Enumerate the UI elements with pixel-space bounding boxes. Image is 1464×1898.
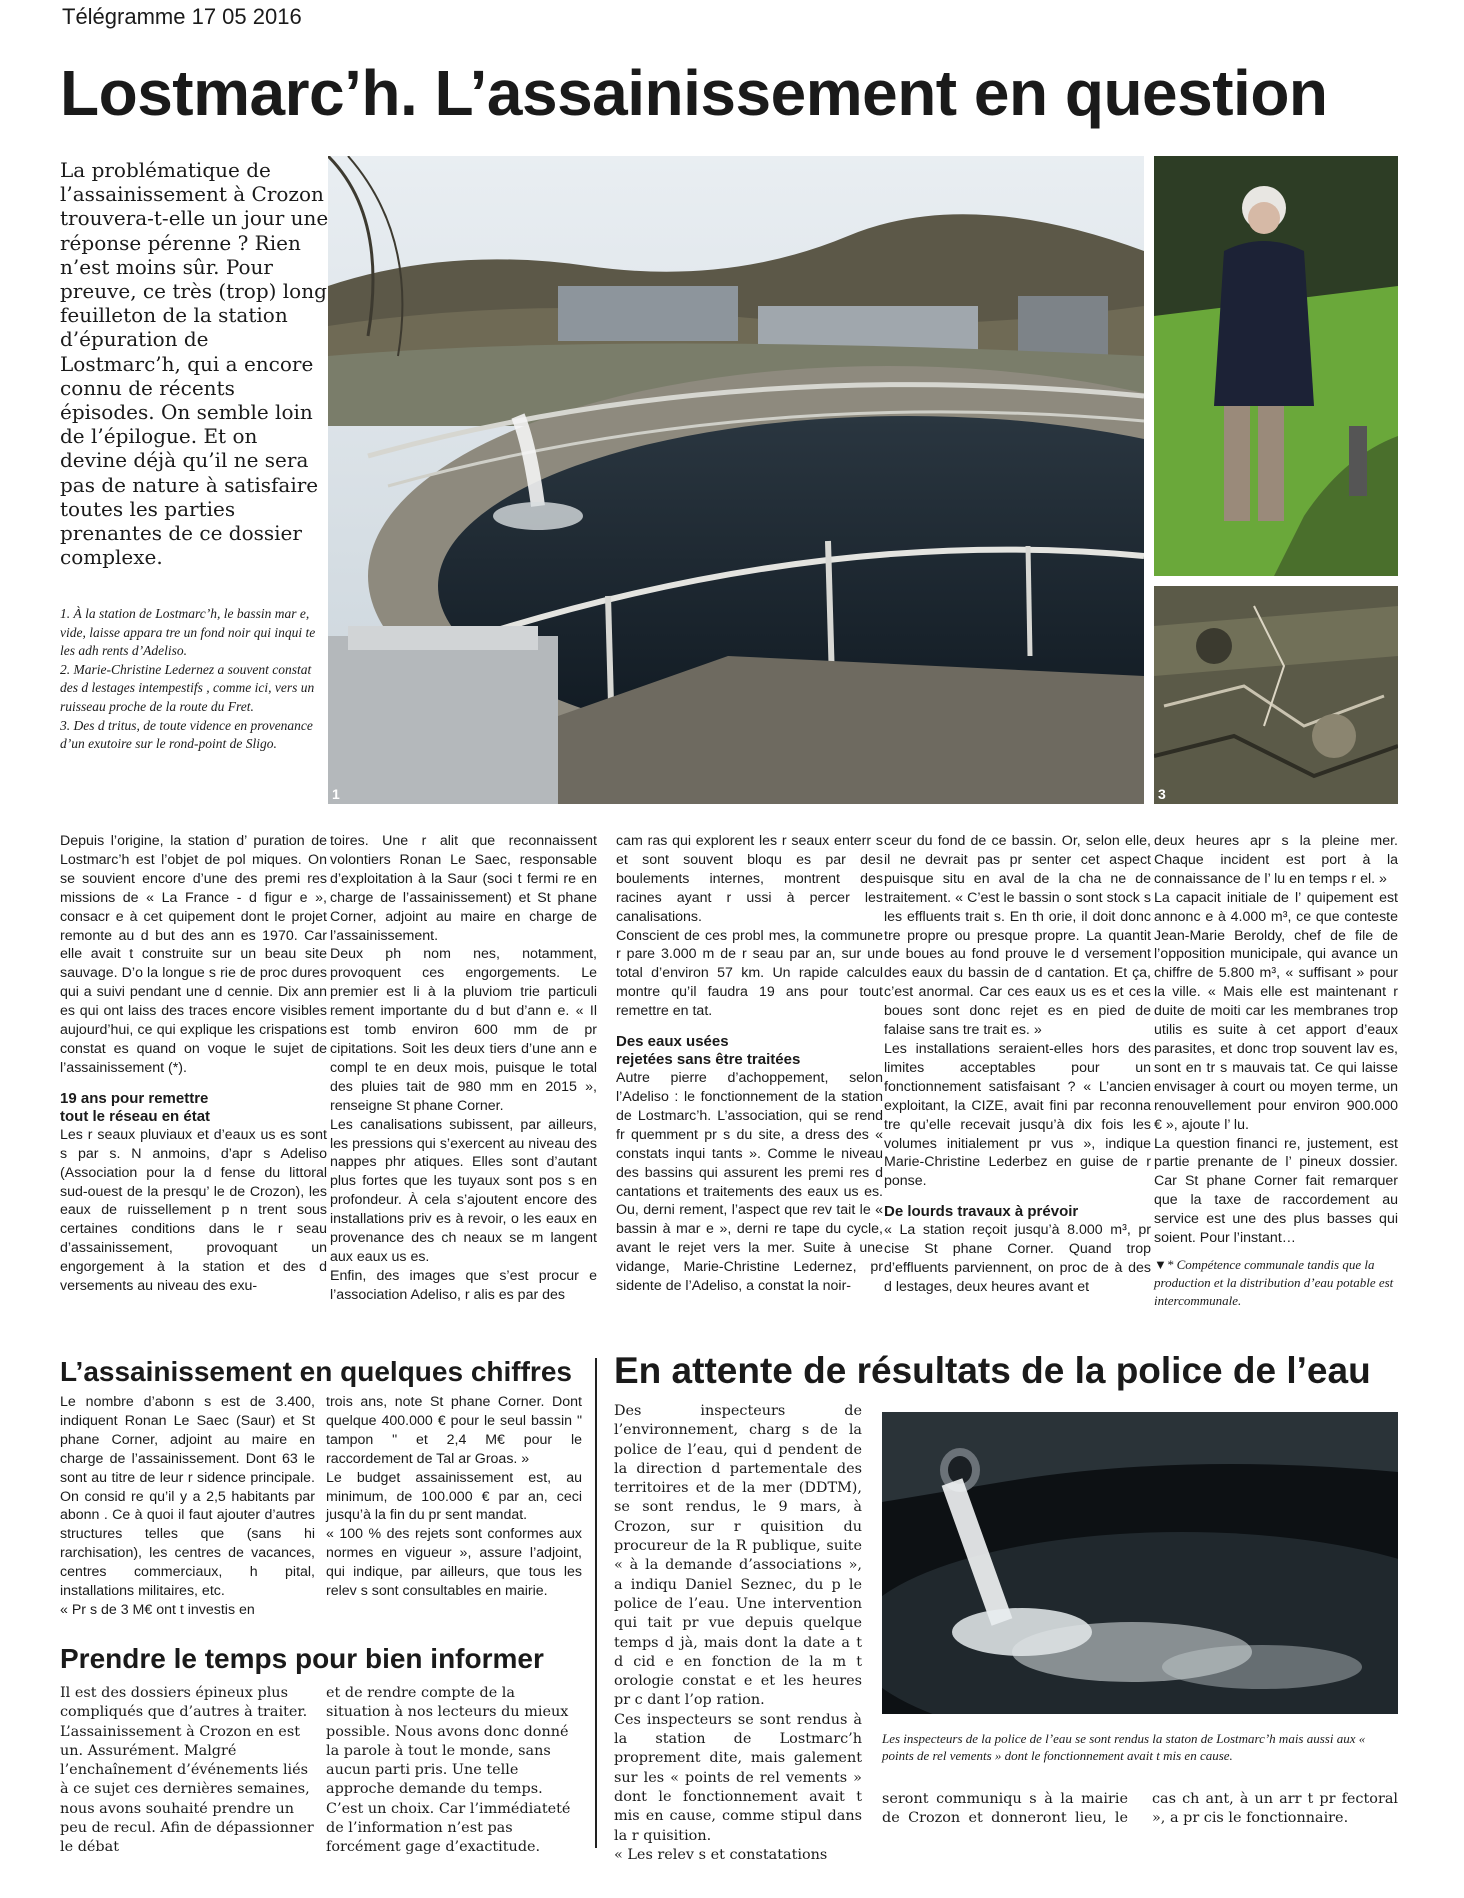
article-paragraph: La question financi re, justement, est partie prenante de l’ pineux dossier. Car St phane Corner fait remarquer que la taxe de raccordement au service est une des plus basses qui soient. Pour l’instant… bbox=[1154, 1135, 1398, 1247]
police-col-2 bbox=[882, 1790, 1398, 1829]
chiffres-title: L’assainissement en quelques chiffres bbox=[60, 1356, 572, 1387]
article-col-1 bbox=[60, 832, 327, 1296]
subheading-line-1: 19 ans pour remettre bbox=[60, 1089, 209, 1107]
subheading-line-1: Des eaux usées bbox=[616, 1033, 729, 1051]
article-paragraph: Autre pierre d’achoppement, selon l’Adeliso : le fonctionnement de la station de Lostmarc’h. L’association, qui se rend fr quemment pr s du site, a dress des « constats inqui tants ». Comme le niveau des bassins qui assurent les premi res d cantations et traitements des eaux us es. Ou, derni rement, l’aspect que rev tait le « bassin à mar e », derni re tape du cycle, avant le rejet vers la mer. Suite à une vidange, Marie-Christine Ledernez, pr sidente de l’Adeliso, a constat la noir- bbox=[616, 1070, 883, 1295]
caption-3: 3. Des d tritus, de toute vidence en provenance d’un exutoire sur le rond-point de Sligo. bbox=[60, 717, 313, 752]
chiffres-col-1 bbox=[60, 1393, 315, 1620]
photo-outfall bbox=[882, 1412, 1398, 1714]
informer-col-1 bbox=[60, 1684, 315, 1858]
article-paragraph: Enfin, des images que s’est procur e l’association Adeliso, r alis es par des bbox=[330, 1267, 597, 1303]
photo-woman bbox=[1154, 156, 1398, 576]
headline: Lostmarc’h. L’assainissement en question bbox=[60, 57, 1328, 129]
police-col-1 bbox=[614, 1402, 862, 1865]
footnote: ▼* Compétence communale tandis que la production et la distribution d’eau potable est intercommunale. bbox=[1154, 1256, 1394, 1308]
chapo: La problématique de l’assainissement à Crozon trouvera-t-elle un jour une réponse pérenne ? Rien n’est moins sûr. Pour preuve, ce très (trop) long feuilleton de la station d’épuration de Lostmarc’h, qui a encore connu de récents épisodes. On semble loin de l’épilogue. Et on devine déjà qu’il ne sera pas de nature à satisfaire toutes les parties prenantes de ce dossier complexe. bbox=[60, 158, 329, 570]
article-paragraph: ceur du fond de ce bassin. Or, selon elle, il ne devrait pas pr senter cet aspect puisque situ en aval de la cha ne de traitement. « C’est le bassin o sont stock s les effluents trait s. En th orie, il doit donc tre propre ou presque propre. La quantit de boues au fond prouve le d versement des eaux du bassin de d cantation. Et ça, c’est anormal. Car ces eaux us es et ces boues sont donc rejet es en pied de falaise sans tre trait es. » bbox=[884, 833, 1151, 1039]
chiffres-col-2 bbox=[326, 1393, 582, 1601]
section-divider bbox=[595, 1358, 597, 1848]
article-paragraph: Les installations seraient-elles hors des limites acceptables pour un fonctionnement satisfaisant ? « L’ancien exploitant, la CIZE, avait fini par reconna tre qu’elle recevait jusqu’à dix fois les volumes initialement pr vus », indique Marie-Christine Lederbez en guise de r ponse. bbox=[884, 1040, 1151, 1190]
article-paragraph: Les canalisations subissent, par ailleurs, les pressions qui s’exercent au niveau des nappes phr atiques. Elles sont d’autant plus fortes que les tuyaux sont pos s en profondeur. À cela s’ajoutent encore des installations priv es à revoir, o les eaux en provenance des ch neaux se m langent aux eaux us es. bbox=[330, 1116, 597, 1265]
informer-col-2 bbox=[326, 1684, 582, 1858]
article-col-3 bbox=[616, 832, 883, 1296]
police-paragraph: Des inspecteurs de l’environnement, charg s de la police de l’eau, qui d pendent de la direction d partementale des territoires et de la mer (DDTM), se sont rendus, le 9 mars, à Crozon, sur r quisition du procureur de la R publique, suite « à la demande d’associations », a indiqu Daniel Seznec, du p le police de l’eau. Une intervention qui tait pr vue depuis quelque temps d jà, mais dont la date a t d cid e en fonction de la m t orologie constat e et les heures pr c dant l’op ration. bbox=[614, 1403, 862, 1709]
police-title: En attente de résultats de la police de l’eau bbox=[614, 1350, 1371, 1391]
police-paragraph: Ces inspecteurs se sont rendus à la station de Lostmarc’h proprement dite, mais galement sur les « points de rel vements » dont le fonctionnement avait t mis en cause, comme stipul dans la r quisition. bbox=[614, 1711, 862, 1844]
article-col-2 bbox=[330, 832, 597, 1305]
photo-basin bbox=[328, 156, 1144, 804]
chiffres-paragraph: Le budget assainissement est, au minimum, de 100.000 € par an, ceci jusqu’à la fin du pr sent mandat. bbox=[326, 1469, 582, 1524]
chiffres-paragraph: « Pr s de 3 M€ ont t investis en bbox=[60, 1601, 255, 1618]
subheading-line-2: rejetées sans être traitées bbox=[616, 1051, 801, 1069]
subheading-line-2: tout le réseau en état bbox=[60, 1107, 211, 1125]
photo-outfall-caption: Les inspecteurs de la police de l’eau se sont rendus la staton de Lostmarc’h mais aussi aux « points de rel vements » dont le fonctionnement avait t mis en cause. bbox=[882, 1731, 1366, 1763]
police-paragraph: « Les relev s et constatations bbox=[614, 1846, 828, 1863]
chiffres-paragraph: trois ans, note St phane Corner. Dont quelque 400.000 € pour le seul bassin " tampon " et 2,4 M€ pour le raccordement de Tal ar Groas. » bbox=[326, 1394, 582, 1467]
subheading-travaux: De lourds travaux à prévoir bbox=[884, 1203, 1079, 1221]
police-paragraph: seront communiqu s à la mairie de Crozon et donneront lieu, le cas ch ant, à un arr t pr fectoral », a pr cis le fonctionnaire. bbox=[882, 1791, 1398, 1827]
article-paragraph: Conscient de ces probl mes, la commune r pare 3.000 m de r seau par an, sur un total d’environ 57 km. Un rapide calcul montre qu’il faudra 19 ans pour tout remettre en tat. bbox=[616, 927, 883, 1020]
photo-debris bbox=[1154, 586, 1398, 804]
chiffres-paragraph: « 100 % des rejets sont conformes aux normes en vigueur », assure l’adjoint, qui indique, par ailleurs, que tous les relev s sont consultables en mairie. bbox=[326, 1526, 582, 1600]
informer-paragraph: Il est des dossiers épineux plus compliqués que d’autres à traiter. L’assainissement à Crozon en est un. Assurément. Malgré l’enchaînement d’événements liés à ce sujet ces dernières semaines, nous avons souhaité prendre un peu de recul. Afin de dépassionner le débat bbox=[60, 1685, 314, 1856]
article-paragraph: toires. Une r alit que reconnaissent volontiers Ronan Le Saec, responsable d’exploitation à la Saur (soci t fermi re en charge de l’assainissement) et St phane Corner, adjoint au maire en charge de l’assainissement. bbox=[330, 833, 597, 944]
article-paragraph: La capacit initiale de l’ quipement est annonc e à 4.000 m³, ce que conteste Jean-Marie Beroldy, chef de file de l’opposition municipale, qui avance un chiffre de 5.800 m³, « suffisant » pour la ville. « Mais elle est maintenant r duite de moiti car les membranes trop utilis es suite à cet apport d’eaux parasites, et donc trop souvent lav es, sont en tr s mauvais tat. Ce qui laisse envisager à court ou moyen terme, un renouvellement pour environ 900.000 € », ajoute l’ lu. bbox=[1154, 889, 1398, 1133]
article-paragraph: Deux ph nom nes, notamment, provoquent ces engorgements. Le premier est li à la pluviom trie particuli rement importante du d but d’ann e. « Il est tomb environ 600 mm de pr cipitations. Soit les deux tiers d’une ann e compl te en deux mois, puisque le total des pluies tait de 980 mm en 2015 », renseigne St phane Corner. bbox=[330, 946, 597, 1114]
article-paragraph: cam ras qui explorent les r seaux enterr s et sont souvent bloqu es par des boulements internes, montrent des racines ayant r ussi à percer les canalisations. bbox=[616, 833, 883, 925]
caption-2: 2. Marie-Christine Ledernez a souvent constat des d lestages intempestifs , comme ici, vers un ruisseau proche de la route du Fret. bbox=[60, 661, 315, 714]
informer-title: Prendre le temps pour bien informer bbox=[60, 1643, 544, 1674]
photo-number-1: 1 bbox=[332, 786, 340, 802]
article-paragraph: deux heures apr s la pleine mer. Chaque incident est port à la connaissance de l’ lu en temps r el. » bbox=[1154, 833, 1398, 887]
chiffres-paragraph: Le nombre d’abonn s est de 3.400, indiquent Ronan Le Saec (Saur) et St phane Corner, adjoint au maire en charge de l’assainissement. Dont 63 le sont au titre de leur r sidence principale. On consid re qu’il y a 2,5 habitants par abonn . Ce à quoi il faut ajouter d’autres structures telles que (sans hi rarchisation), les centres de vacances, centres commerciaux, h pital, installations militaires, etc. bbox=[60, 1394, 315, 1600]
subheading-19-ans bbox=[60, 1090, 327, 1126]
article-col-5 bbox=[1154, 832, 1398, 1310]
photo-captions bbox=[60, 605, 330, 754]
informer-paragraph: et de rendre compte de la situation à nos lecteurs du mieux possible. Nous avons donc donné la parole à tout le monde, sans aucun parti pris. Une telle approche demande du temps. C’est un choix. Car l’immédiateté de l’information n’est pas forcément gage d’exactitude. bbox=[326, 1685, 571, 1856]
subheading-eaux-usees bbox=[616, 1033, 883, 1069]
article-paragraph: Depuis l’origine, la station d’ puration de Lostmarc’h est l’objet de pol miques. On se souvient encore d’une des premi res missions de « La France - d figur e », consacr e à cet quipement dont le projet remonte au d but des ann es 1970. Car elle avait t construite sur un beau site sauvage. D’o la longue s rie de proc dures qui a suivi pendant une d cennie. Dix ann es qui ont laiss des traces encore visibles aujourd’hui, ce qui explique les crispations constat es quand on voque le sujet de l’assainissement (*). bbox=[60, 833, 327, 1076]
photo-number-3: 3 bbox=[1158, 786, 1166, 802]
article-col-4 bbox=[884, 832, 1151, 1297]
article-paragraph: « La station reçoit jusqu’à 8.000 m³, pr cise St phane Corner. Quand trop d’effluents parviennent, on proc de à des d lestages, deux heures avant et bbox=[884, 1222, 1151, 1295]
article-paragraph: Les r seaux pluviaux et d’eaux us es sont s par s. N anmoins, d’apr s Adeliso (Association pour la d fense du littoral sud-ouest de la presqu’ le de Crozon), les eaux de ruissellement p n trent sous certaines conditions dans le r seau d’assainissement, provoquant un engorgement à la station et des d versements au niveau des exu- bbox=[60, 1126, 327, 1295]
caption-1: 1. À la station de Lostmarc’h, le bassin mar e, vide, laisse appara tre un fond noir qui inqui te les adh rents d’Adeliso. bbox=[60, 606, 316, 659]
source-label: Télégramme 17 05 2016 bbox=[62, 4, 302, 29]
